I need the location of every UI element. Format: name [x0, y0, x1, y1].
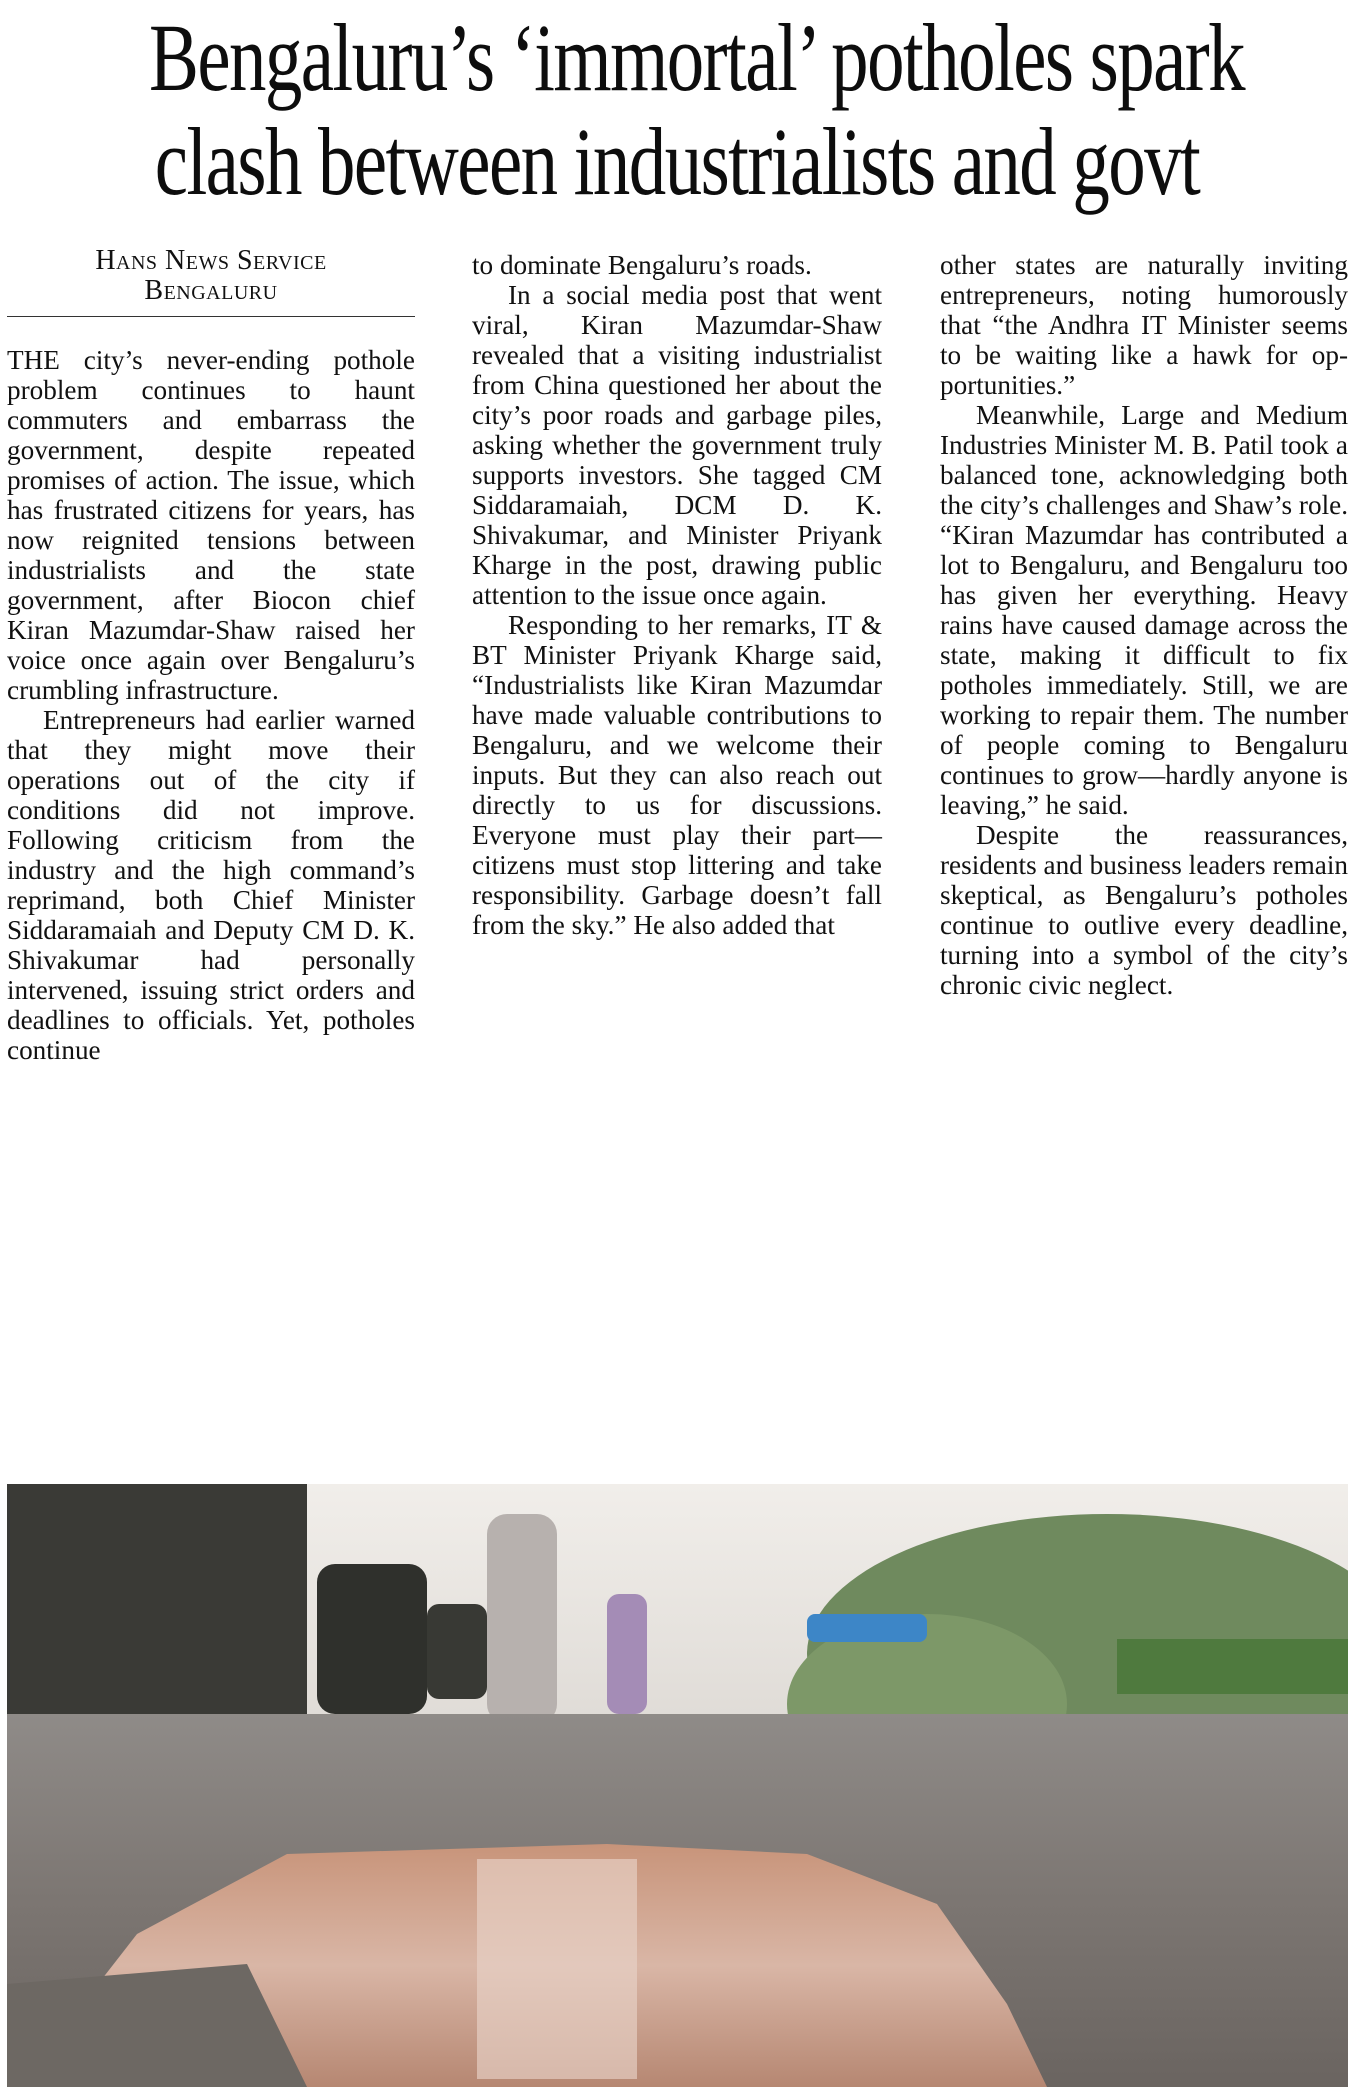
- photo-puddle-reflection: [477, 1859, 637, 2079]
- news-photo: [7, 1484, 1348, 2087]
- article-column-1: [7, 246, 415, 1065]
- paragraph: Despite the reassurances, residents and business leaders remain skeptical, as Bengaluru’s potholes continue to outlive every deadline, turning into a symbol of the city’s chronic civic neglect.: [940, 820, 1348, 1000]
- paragraph: In a social media post that went viral, Kiran Mazumdar-Shaw revealed that a visiting industrialist from China questioned her about the city’s poor roads and garbage piles, asking whether the government truly supports investors. She tagged CM Siddaramaiah, DCM D. K. Shivakumar, and Minister Priyank Kharge in the post, drawing public attention to the issue once again.: [472, 280, 882, 610]
- paragraph: Responding to her remarks, IT & BT Minister Priyank Kharge said, “Industrialists like Kiran Mazumdar have made valuable contributions to Bengaluru, and we welcome their inputs. But they can also reach out directly to us for discussions. Everyone must play their part—citizens must stop littering and take responsibility. Garbage doesn’t fall from the sky.” He also added that: [472, 610, 882, 940]
- byline-agency: Hans News Service: [95, 245, 327, 276]
- paragraph: Entrepreneurs had earlier warned that they might move their operations out of the city if conditions did not improve. Following criticism from the industry and the high command’s reprimand, both Chief Minister Siddaramaiah and Deputy CM D. K. Shivakumar had personally intervened, issuing strict orders and deadlines to officials. Yet, potholes continue: [7, 705, 415, 1065]
- photo-motorcycle-rider: [607, 1594, 647, 1714]
- photo-scooter-rider: [487, 1514, 557, 1724]
- photo-illustration: [7, 1484, 1348, 2087]
- byline-dateline: Bengaluru: [144, 275, 278, 306]
- article-column-3: [940, 250, 1348, 1000]
- byline: [7, 246, 415, 306]
- paragraph: THE city’s never-ending pothole problem continues to haunt commuters and embarrass the government, despite repeated promises of action. The issue, which has frustrated citizens for years, has now reignited tensions between industrialists and the state government, after Biocon chief Kiran Mazumdar-Shaw raised her voice once again over Bengaluru’s crumbling infrastructure.: [7, 345, 415, 705]
- headline-line-1: Bengaluru’s ‘immortal’ potholes spark: [148, 4, 1244, 111]
- paragraph: other states are naturally inviting entrepreneurs, noting humorously that “the Andhra IT Minister seems to be waiting like a hawk for opportunities.”: [940, 250, 1348, 400]
- headline-line-2: clash between industrialists and govt: [154, 108, 1200, 215]
- paragraph: Meanwhile, Large and Medium Industries Minister M. B. Patil took a balanced tone, acknowledging both the city’s challenges and Shaw’s role. “Kiran Mazumdar has contributed a lot to Bengaluru, and Bengaluru too has given her everything. Heavy rains have caused damage across the state, making it difficult to fix potholes immediately. Still, we are working to repair them. The number of people coming to Bengaluru continues to grow—hardly anyone is leaving,” he said.: [940, 400, 1348, 820]
- photo-auto-rickshaw: [427, 1604, 487, 1699]
- photo-blue-canopy: [807, 1614, 927, 1642]
- photo-hedge: [1117, 1639, 1348, 1694]
- byline-rule: [7, 316, 415, 317]
- headline: [148, 4, 1244, 215]
- article-column-2: [472, 250, 882, 940]
- paragraph: to dominate Bengaluru’s roads.: [472, 250, 812, 280]
- photo-auto-rickshaw-left: [7, 1484, 307, 1714]
- photo-auto-rickshaw: [317, 1564, 427, 1714]
